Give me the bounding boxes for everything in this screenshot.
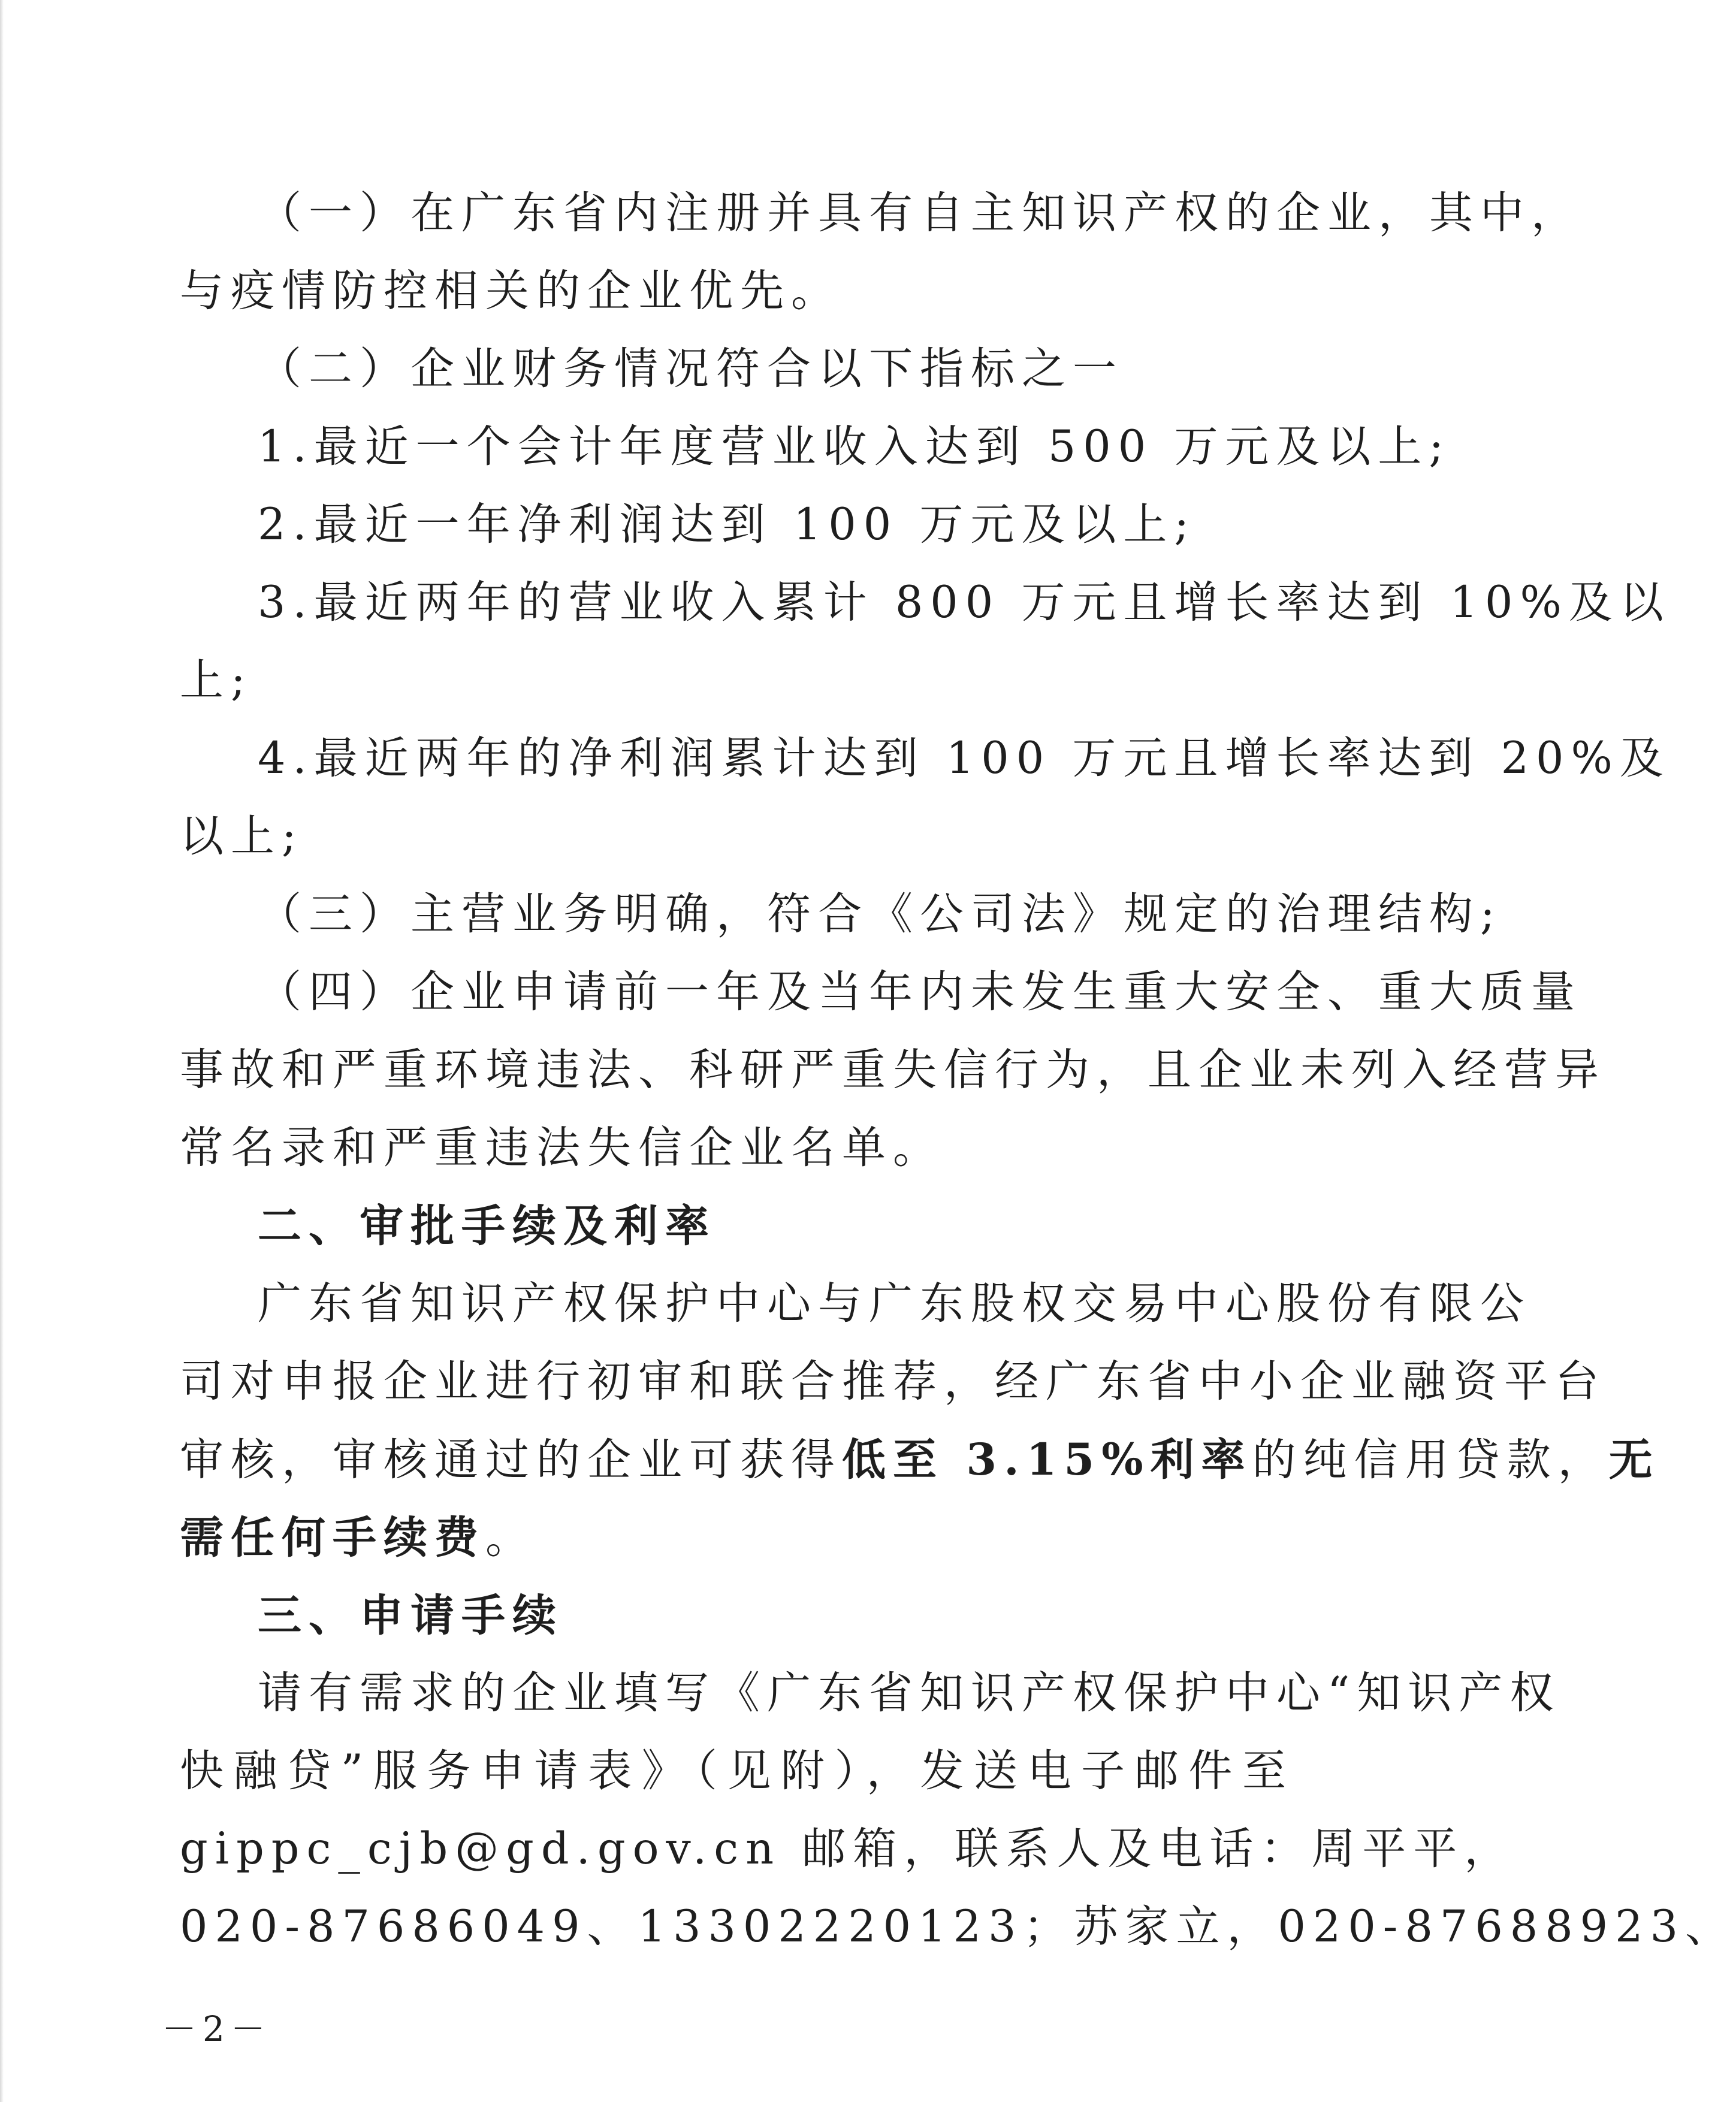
paragraph-line: [180, 1819, 1515, 1879]
paragraph-line: [258, 729, 1671, 789]
text-segment: 与疫情防控相关的企业优先。: [180, 265, 842, 316]
text-segment: （三）主营业务明确，符合《公司法》规定的治理结构;: [258, 889, 1502, 940]
text-segment: 。: [485, 1512, 536, 1563]
text-segment: （四）企业申请前一年及当年内未发生重大安全、重大质量: [258, 967, 1582, 1017]
paragraph-line: [258, 1274, 1531, 1334]
paragraph-line: [180, 1741, 1293, 1801]
text-segment-bold: 无: [1608, 1434, 1660, 1485]
text-segment: gippc_cjb@gd.gov.cn 邮箱，联系人及电话：周平平，: [180, 1823, 1515, 1874]
paragraph-line: [180, 1508, 536, 1568]
text-segment: 020-87686049、13302220123；苏家立，020-87688923、: [180, 1901, 1736, 1952]
paragraph-line: [258, 573, 1671, 633]
paragraph-line: [258, 962, 1582, 1022]
scan-edge: [0, 0, 4, 2102]
text-segment: 2.最近一年净利润达到 100 万元及以上;: [258, 499, 1196, 550]
text-segment: 的纯信用贷款，: [1252, 1434, 1609, 1485]
text-segment: 快融贷”服务申请表》（见附），发送电子邮件至: [180, 1745, 1293, 1796]
paragraph-line: [180, 1040, 1606, 1100]
text-segment: 3.最近两年的营业收入累计 800 万元且增长率达到 10%及以: [258, 577, 1671, 628]
paragraph-line: [180, 261, 842, 321]
paragraph-line: [180, 1897, 1736, 1957]
paragraph-line: [180, 1352, 1606, 1412]
text-segment-bold: 需任何手续费: [180, 1512, 485, 1563]
paragraph-line: [180, 1430, 1660, 1490]
paragraph-line: [258, 183, 1582, 243]
text-segment: 审核，审核通过的企业可获得: [180, 1434, 842, 1485]
paragraph-line: [180, 651, 253, 711]
text-segment: 二、审批手续及利率: [258, 1200, 716, 1252]
text-segment: 广东省知识产权保护中心与广东股权交易中心股份有限公: [258, 1278, 1531, 1329]
paragraph-line: [180, 1118, 944, 1178]
section-heading: [258, 1585, 563, 1645]
paragraph-line: [258, 884, 1502, 944]
paragraph-line: [258, 1663, 1560, 1723]
text-segment: 以上;: [180, 811, 304, 862]
text-segment: 请有需求的企业填写《广东省知识产权保护中心“知识产权: [258, 1668, 1561, 1719]
text-segment-bold: 低至 3.15%利率: [842, 1434, 1252, 1485]
text-segment: 4.最近两年的净利润累计达到 100 万元且增长率达到 20%及: [258, 733, 1671, 784]
text-segment: 1.最近一个会计年度营业收入达到 500 万元及以上;: [258, 421, 1451, 472]
page-number: －2－: [162, 2009, 271, 2049]
text-segment: 三、申请手续: [258, 1590, 563, 1641]
text-segment: 事故和严重环境违法、科研严重失信行为，且企业未列入经营异: [180, 1044, 1606, 1095]
text-segment: 司对申报企业进行初审和联合推荐，经广东省中小企业融资平台: [180, 1356, 1606, 1407]
text-segment: （一）在广东省内注册并具有自主知识产权的企业，其中，: [258, 188, 1582, 238]
paragraph-line: [258, 495, 1196, 555]
text-segment: 常名录和严重违法失信企业名单。: [180, 1122, 944, 1173]
paragraph-line: [258, 339, 1124, 399]
text-segment: （二）企业财务情况符合以下指标之一: [258, 343, 1124, 394]
paragraph-line: [180, 807, 304, 866]
section-heading: [258, 1196, 716, 1256]
paragraph-line: [258, 417, 1451, 477]
text-segment: 上;: [180, 655, 253, 706]
